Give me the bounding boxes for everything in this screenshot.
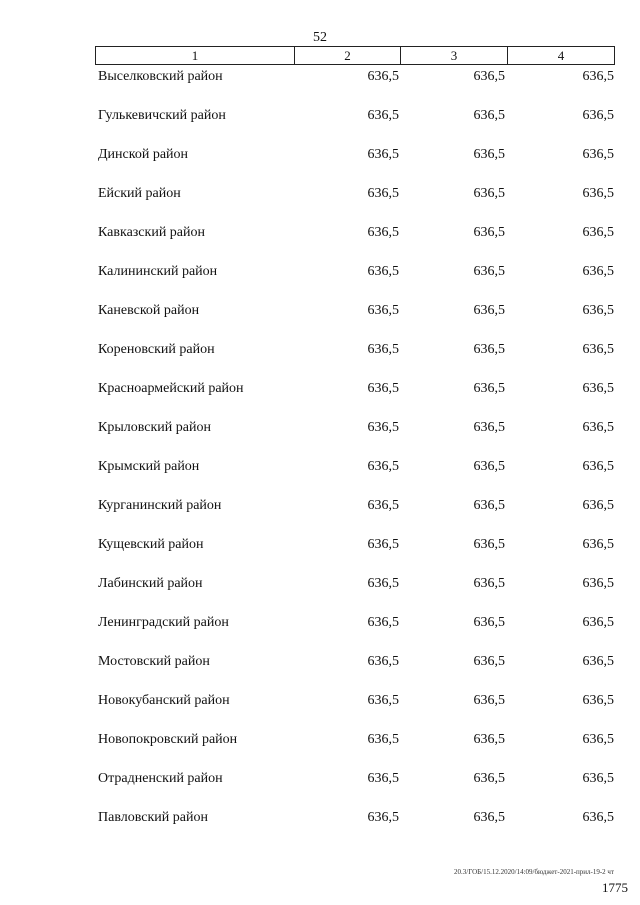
district-name-cell: Отрадненский район [98,771,223,786]
district-name-cell: Калининский район [98,264,218,279]
value-cell-col3: 636,5 [473,108,505,123]
table-row [0,298,640,337]
value-cell-col4: 636,5 [582,498,614,513]
value-cell-col3: 636,5 [473,615,505,630]
value-cell-col3: 636,5 [473,459,505,474]
value-cell-col2: 636,5 [367,225,399,240]
sheet-number: 1775 [602,880,628,895]
value-cell-col3: 636,5 [473,342,505,357]
table-row [0,142,640,181]
table-row [0,610,640,649]
value-cell-col4: 636,5 [582,381,614,396]
value-cell-col3: 636,5 [473,654,505,669]
table-row [0,649,640,688]
value-cell-col3: 636,5 [473,693,505,708]
value-cell-col4: 636,5 [582,69,614,84]
value-cell-col3: 636,5 [473,381,505,396]
district-name-cell: Павловский район [98,810,208,825]
value-cell-col3: 636,5 [473,576,505,591]
value-cell-col3: 636,5 [473,498,505,513]
district-name-cell: Каневской район [98,303,200,318]
value-cell-col3: 636,5 [473,303,505,318]
column-header-row [96,47,615,65]
document-stamp: 20.3/ГОБ/15.12.2020/14:09/бюджет-2021-прил-19-2 чт [454,868,614,876]
district-name-cell: Красноармейский район [98,381,244,396]
value-cell-col2: 636,5 [367,498,399,513]
table-row [0,454,640,493]
value-cell-col4: 636,5 [582,342,614,357]
table-row [0,220,640,259]
value-cell-col2: 636,5 [367,147,399,162]
value-cell-col2: 636,5 [367,615,399,630]
column-header-3: 3 [401,47,508,65]
value-cell-col4: 636,5 [582,537,614,552]
district-name-cell: Гулькевичский район [98,108,226,123]
table-row [0,532,640,571]
value-cell-col2: 636,5 [367,303,399,318]
value-cell-col2: 636,5 [367,771,399,786]
value-cell-col4: 636,5 [582,732,614,747]
district-name-cell: Новокубанский район [98,693,230,708]
district-name-cell: Курганинский район [98,498,222,513]
district-name-cell: Крымский район [98,459,200,474]
value-cell-col4: 636,5 [582,264,614,279]
value-cell-col3: 636,5 [473,147,505,162]
page-number: 52 [313,30,327,45]
table-row [0,181,640,220]
district-name-cell: Выселковский район [98,69,223,84]
value-cell-col2: 636,5 [367,537,399,552]
value-cell-col3: 636,5 [473,537,505,552]
value-cell-col4: 636,5 [582,576,614,591]
table-row [0,64,640,103]
value-cell-col4: 636,5 [582,693,614,708]
table-row [0,493,640,532]
value-cell-col2: 636,5 [367,381,399,396]
value-cell-col2: 636,5 [367,732,399,747]
table-row [0,415,640,454]
district-name-cell: Кущевский район [98,537,204,552]
value-cell-col4: 636,5 [582,108,614,123]
table-row [0,805,640,844]
table-row [0,103,640,142]
district-name-cell: Крыловский район [98,420,211,435]
value-cell-col4: 636,5 [582,810,614,825]
table-row [0,688,640,727]
value-cell-col4: 636,5 [582,225,614,240]
value-cell-col2: 636,5 [367,186,399,201]
value-cell-col3: 636,5 [473,771,505,786]
value-cell-col4: 636,5 [582,771,614,786]
value-cell-col2: 636,5 [367,810,399,825]
value-cell-col3: 636,5 [473,186,505,201]
value-cell-col2: 636,5 [367,420,399,435]
table-row [0,571,640,610]
value-cell-col2: 636,5 [367,69,399,84]
district-name-cell: Ейский район [98,186,181,201]
value-cell-col4: 636,5 [582,615,614,630]
value-cell-col2: 636,5 [367,264,399,279]
district-name-cell: Ленинградский район [98,615,229,630]
column-header-1: 1 [96,47,295,65]
district-name-cell: Кореновский район [98,342,215,357]
table-row [0,376,640,415]
value-cell-col3: 636,5 [473,69,505,84]
value-cell-col3: 636,5 [473,420,505,435]
district-name-cell: Лабинский район [98,576,203,591]
column-header-4: 4 [508,47,615,65]
value-cell-col2: 636,5 [367,693,399,708]
value-cell-col4: 636,5 [582,186,614,201]
value-cell-col4: 636,5 [582,459,614,474]
value-cell-col2: 636,5 [367,654,399,669]
value-cell-col2: 636,5 [367,342,399,357]
value-cell-col3: 636,5 [473,264,505,279]
value-cell-col4: 636,5 [582,654,614,669]
value-cell-col3: 636,5 [473,810,505,825]
value-cell-col2: 636,5 [367,108,399,123]
table-row [0,727,640,766]
value-cell-col3: 636,5 [473,225,505,240]
value-cell-col4: 636,5 [582,147,614,162]
district-name-cell: Мостовский район [98,654,210,669]
district-name-cell: Кавказский район [98,225,206,240]
value-cell-col2: 636,5 [367,576,399,591]
table-row [0,337,640,376]
district-table-body [0,64,640,844]
value-cell-col2: 636,5 [367,459,399,474]
column-header-table [95,46,615,65]
district-name-cell: Динской район [98,147,189,162]
table-row [0,766,640,805]
value-cell-col4: 636,5 [582,303,614,318]
value-cell-col4: 636,5 [582,420,614,435]
value-cell-col3: 636,5 [473,732,505,747]
district-name-cell: Новопокровский район [98,732,238,747]
column-header-2: 2 [295,47,401,65]
table-row [0,259,640,298]
